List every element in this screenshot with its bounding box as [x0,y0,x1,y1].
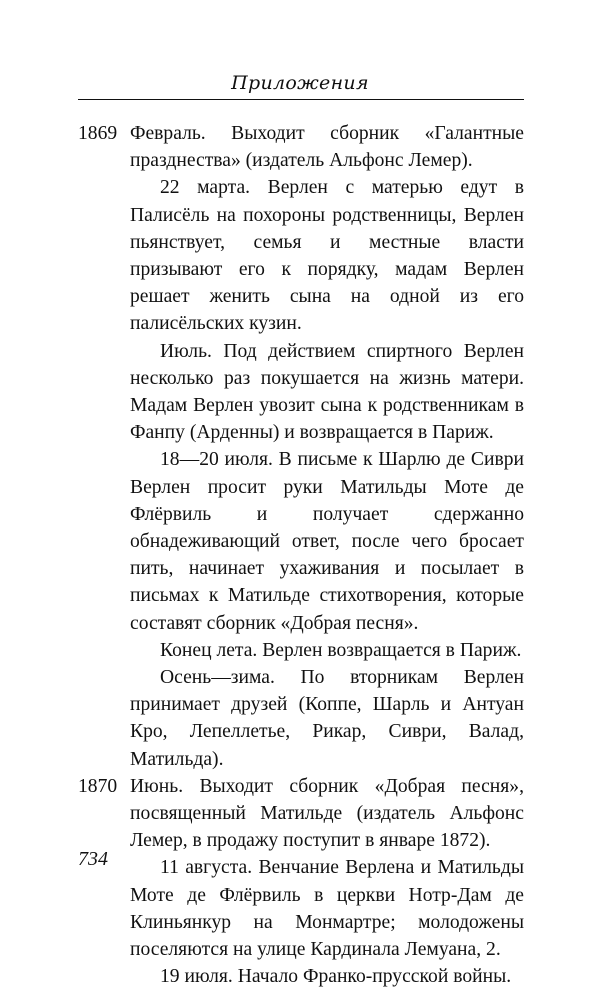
page-number: 734 [78,848,108,870]
paragraph: 22 марта. Верлен с матерью едут в Палисёль на похороны родственницы, Верлен пьянствует, семья и местные власти призывают его к порядку, мадам Верлен решает женить сына на одной из его палисёльских кузин. [130,177,524,335]
paragraph: Июль. Под действием спиртного Верлен несколько раз покушается на жизнь матери. Мадам Верлен увозит сына к родственникам в Фанпу (Арденны) и возвращается в Париж. [130,340,524,444]
year-label: 1869 [78,123,118,144]
paragraph: Конец лета. Верлен возвращается в Париж. [160,639,522,661]
paragraph: Осень—зима. По вторникам Верлен принимает друзей (Коппе, Шарль и Антуан Кро, Лепеллетье, Рикар, Сиври, Валад, Матильда). [130,667,524,770]
header-rule [78,99,524,100]
paragraph: 18—20 июля. В письме к Шарлю де Сиври Верлен просит руки Матильды Моте де Флёрвиль и получает сдержанно обнадеживающий ответ, после чего бросает пить, начинает ухаживания и посылает в письмах к Матильде стихотворения, которые составят сборник «Добрая песня». [130,449,524,634]
year-entry-1870 [78,773,524,991]
paragraph: Февраль. Выходит сборник «Галантные празднества» (издатель Альфонс Лемер). [130,123,524,172]
year-entry-1869 [78,120,524,773]
paragraph: 19 июля. Начало Франко-прусской войны. [160,966,512,988]
paragraph: 11 августа. Венчание Верлена и Матильды Моте де Флёрвиль в церкви Нотр-Дам де Клиньянкур на Монмартре; молодожены поселяются на улице Кардинала Лемуана, 2. [130,857,524,961]
year-label: 1870 [78,775,118,797]
running-head: Приложения [231,72,369,94]
paragraph: Июнь. Выходит сборник «Добрая песня», посвященный Матильде (издатель Альфонс Лемер, в продажу поступит в январе 1872). [130,775,524,852]
chronology-text [78,120,524,991]
